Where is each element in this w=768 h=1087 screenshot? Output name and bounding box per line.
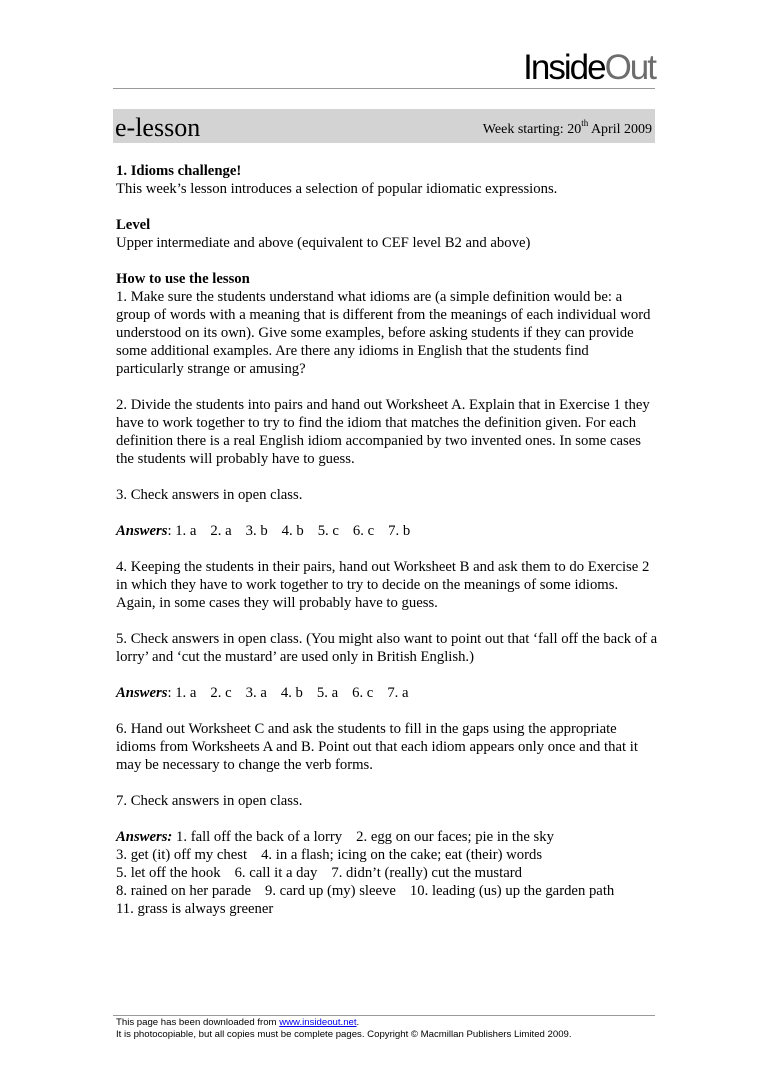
how-step-1 bbox=[116, 270, 658, 378]
step-1-text: 1. Make sure the students understand what idioms are (a simple definition would be: a group of words with a meaning that is different from the meanings of each individual word understood on its own). Give some examples, before asking students if they can provide some additional examples. Are there any idioms in English that the students find particularly strange or amusing? bbox=[116, 289, 651, 377]
answer-item: 3. get (it) off my chest bbox=[116, 847, 248, 863]
answer-item: 7. didn’t (really) cut the mustard bbox=[331, 865, 522, 881]
insideout-logo bbox=[523, 50, 655, 85]
answers-label: Answers bbox=[116, 523, 168, 539]
how-step-5: 5. Check answers in open class. (You might also want to point out that ‘fall off the back of a lorry’ and ‘cut the mustard’ are used only in British English.) bbox=[116, 631, 658, 665]
title-banner bbox=[113, 109, 655, 143]
week-prefix: Week starting: 20 bbox=[482, 122, 582, 137]
how-step-4: 4. Keeping the students in their pairs, hand out Worksheet B and ask them to do Exercise 2 in which they have to work together to try to decide on the meanings of some idioms. Again, in some cases they will probably have to guess. bbox=[116, 559, 650, 611]
answer-item: 10. leading (us) up the garden path bbox=[409, 883, 615, 899]
answer-item: 5. a bbox=[316, 685, 339, 701]
lesson-content bbox=[116, 162, 658, 918]
how-step-3: 3. Check answers in open class. bbox=[116, 487, 303, 503]
answer-item: 7. b bbox=[388, 523, 411, 539]
level-text: Upper intermediate and above (equivalent to CEF level B2 and above) bbox=[116, 235, 531, 251]
how-step-6: 6. Hand out Worksheet C and ask the students to fill in the gaps using the appropriate idioms from Worksheets A and B. Point out that each idiom appears only once and that it may be necessary to change the verb forms. bbox=[116, 721, 638, 773]
intro-section bbox=[116, 162, 658, 198]
answer-item: 2. egg on our faces; pie in the sky bbox=[356, 829, 554, 845]
how-step-2: 2. Divide the students into pairs and hand out Worksheet A. Explain that in Exercise 1 they have to work together to try to find the idiom that matches the definition given. For each definition there is a real English idiom accompanied by two invented ones. In some cases the students will probably have to guess. bbox=[116, 397, 650, 467]
level-heading: Level bbox=[116, 217, 151, 233]
answers-worksheet-a: Answers: 1. a 2. a 3. b 4. b 5. c 6. c 7. b bbox=[116, 523, 411, 539]
week-starting-date bbox=[482, 118, 652, 138]
answer-item: 2. c bbox=[210, 685, 232, 701]
footer-divider bbox=[113, 1015, 655, 1016]
logo-word-out: Out bbox=[604, 48, 655, 87]
week-ordinal: th bbox=[581, 118, 589, 129]
footer-download-text: This page has been downloaded from bbox=[116, 1017, 280, 1028]
answers-list bbox=[175, 685, 408, 701]
answers-worksheet-c bbox=[116, 828, 658, 918]
intro-heading: 1. Idioms challenge! bbox=[116, 163, 242, 179]
answer-item: 11. grass is always greener bbox=[116, 901, 274, 917]
footer-line-1 bbox=[116, 1017, 676, 1029]
answer-item: 5. let off the hook bbox=[116, 865, 221, 881]
how-step-7: 7. Check answers in open class. bbox=[116, 793, 303, 809]
answer-item: 4. in a flash; icing on the cake; eat (their) words bbox=[261, 847, 543, 863]
answer-item: 1. a bbox=[175, 523, 197, 539]
intro-text: This week’s lesson introduces a selection of popular idiomatic expressions. bbox=[116, 181, 558, 197]
page-title: e-lesson bbox=[115, 113, 201, 142]
week-suffix: April 2009 bbox=[588, 122, 652, 137]
footer bbox=[116, 1017, 676, 1041]
answer-item: 5. c bbox=[317, 523, 339, 539]
answer-item: 3. b bbox=[245, 523, 268, 539]
answer-item: 6. c bbox=[352, 523, 375, 539]
answer-item: 2. a bbox=[210, 523, 232, 539]
answer-item: 4. b bbox=[281, 523, 304, 539]
answer-item: 9. card up (my) sleeve bbox=[264, 883, 396, 899]
how-heading: How to use the lesson bbox=[116, 271, 250, 287]
answers-list bbox=[175, 523, 410, 539]
answer-item: 4. b bbox=[280, 685, 303, 701]
answer-item: 8. rained on her parade bbox=[116, 883, 251, 899]
answer-item: 1. fall off the back of a lorry bbox=[176, 829, 343, 845]
answers-label: Answers bbox=[116, 685, 168, 701]
answer-item: 6. call it a day bbox=[234, 865, 318, 881]
answer-item: 1. a bbox=[175, 685, 197, 701]
header-divider bbox=[113, 88, 655, 89]
answers-label: Answers: bbox=[116, 829, 173, 845]
answers-list bbox=[116, 829, 614, 917]
answer-item: 6. c bbox=[352, 685, 374, 701]
footer-copyright: It is photocopiable, but all copies must be complete pages. Copyright © Macmillan Publishers Limited 2009. bbox=[116, 1029, 572, 1040]
footer-period: . bbox=[356, 1017, 360, 1028]
answer-item: 3. a bbox=[245, 685, 267, 701]
level-section bbox=[116, 216, 658, 252]
answers-worksheet-b: Answers: 1. a 2. c 3. a 4. b 5. a 6. c 7. a bbox=[116, 685, 409, 701]
insideout-link[interactable]: www.insideout.net bbox=[279, 1017, 357, 1028]
answer-item: 7. a bbox=[387, 685, 409, 701]
logo-word-inside: Inside bbox=[523, 48, 605, 87]
